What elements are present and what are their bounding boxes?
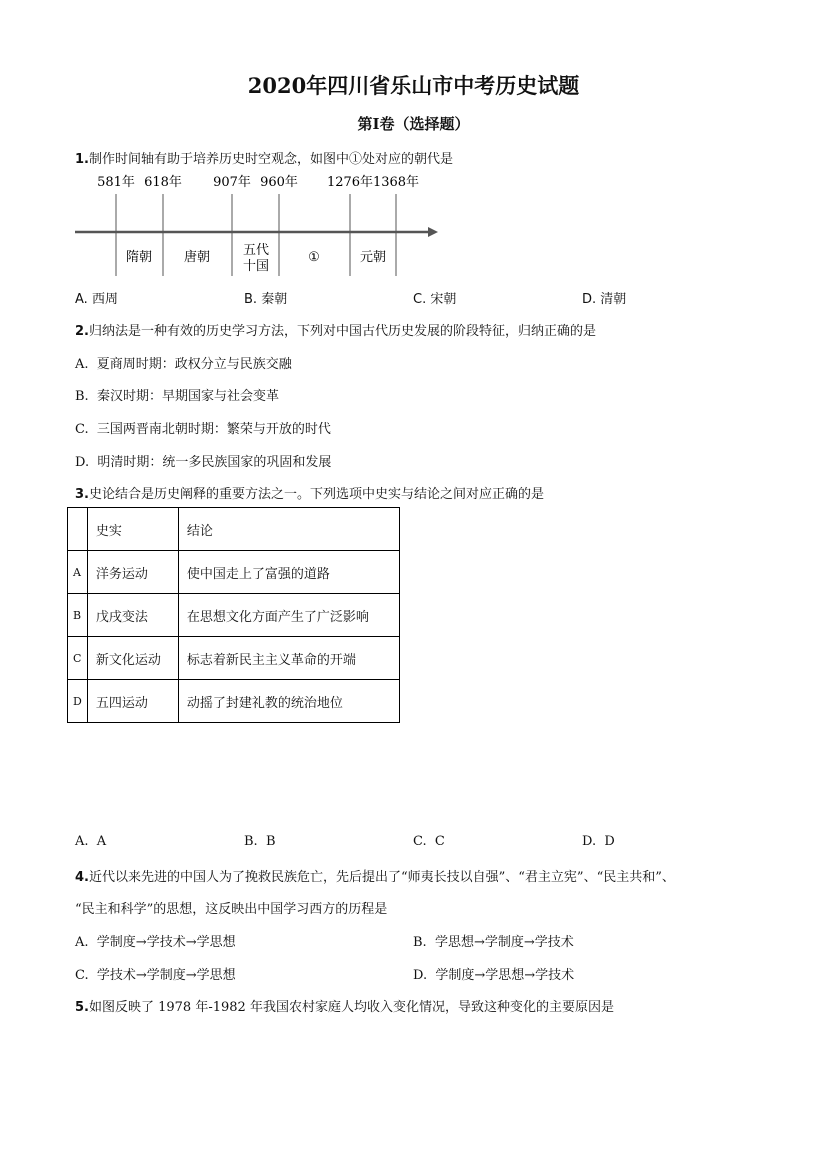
option-b[interactable]: B. 秦朝 [244, 292, 288, 307]
table-header-cell: 史实 [87, 508, 178, 551]
table-row [68, 680, 400, 723]
option-b[interactable]: B. 秦汉时期：早期国家与社会变革 [75, 389, 279, 404]
timeline-year-6: 1368年 [372, 175, 420, 190]
table-row [68, 551, 400, 594]
timeline-year-4: 960年 [260, 175, 298, 190]
timeline-arrow-icon [428, 227, 438, 237]
table-cell: D [68, 680, 88, 723]
timeline-year-1: 581年 [97, 175, 135, 190]
table-cell: B [68, 594, 88, 637]
timeline-period-shiguo: 十国 [242, 259, 270, 274]
timeline-period-wudai: 五代 [242, 243, 270, 258]
question-text: 史论结合是历史阐释的重要方法之一。下列选项中史实与结论之间对应正确的是 [88, 487, 544, 502]
table-header-row [68, 508, 400, 551]
option-a[interactable]: A. 夏商周时期：政权分立与民族交融 [75, 357, 292, 372]
question-text: 归纳法是一种有效的历史学习方法，下列对中国古代历史发展的阶段特征，归纳正确的是 [88, 324, 596, 339]
history-table [67, 507, 400, 723]
option-c[interactable]: C. C [413, 834, 445, 849]
question-1 [75, 148, 453, 167]
option-d[interactable]: D. 清朝 [582, 292, 627, 307]
question-number: 4. [75, 870, 89, 885]
question-number: 2. [75, 324, 89, 339]
table-header-cell [68, 508, 88, 551]
question-4-continued: “民主和科学”的思想，这反映出中国学习西方的历程是 [75, 902, 388, 917]
option-a[interactable]: A. A [75, 834, 107, 849]
table-cell: 在思想文化方面产生了广泛影响 [178, 594, 399, 637]
option-a[interactable]: A. 学制度→学技术→学思想 [75, 935, 236, 950]
question-4 [75, 866, 675, 885]
timeline-diagram [70, 168, 450, 280]
option-b[interactable]: B. B [244, 834, 276, 849]
table-cell: 戊戌变法 [87, 594, 178, 637]
question-text: 近代以来先进的中国人为了挽救民族危亡，先后提出了“师夷长技以自强”、“君主立宪”、“民主共和”、 [88, 870, 675, 885]
option-c[interactable]: C. 三国两晋南北朝时期：繁荣与开放的时代 [75, 422, 331, 437]
question-text: 制作时间轴有助于培养历史时空观念，如图中①处对应的朝代是 [88, 152, 453, 167]
table-cell: 动摇了封建礼教的统治地位 [178, 680, 399, 723]
question-number: 1. [75, 152, 89, 167]
table-cell: A [68, 551, 88, 594]
table-cell: 五四运动 [87, 680, 178, 723]
question-5 [75, 996, 614, 1015]
table-header-cell: 结论 [178, 508, 399, 551]
question-number: 3. [75, 487, 89, 502]
table-cell: 新文化运动 [87, 637, 178, 680]
option-c[interactable]: C. 宋朝 [413, 292, 457, 307]
timeline-period-tang: 唐朝 [183, 250, 211, 265]
timeline-period-yuan: 元朝 [359, 250, 387, 265]
section-heading: 第Ⅰ卷（选择题） [357, 115, 470, 133]
option-d[interactable]: D. 明清时期：统一多民族国家的巩固和发展 [75, 455, 332, 470]
timeline-year-labels [97, 174, 419, 190]
timeline-year-3: 907年 [213, 175, 251, 190]
option-d[interactable]: D. 学制度→学思想→学技术 [413, 968, 575, 983]
question-text: 如图反映了 1978 年-1982 年我国农村家庭人均收入变化情况，导致这种变化的主要原因是 [88, 1000, 614, 1015]
timeline-year-2: 618年 [144, 175, 182, 190]
table-row [68, 637, 400, 680]
option-b[interactable]: B. 学思想→学制度→学技术 [413, 935, 574, 950]
timeline-year-5: 1276年 [326, 175, 374, 190]
table-cell: 使中国走上了富强的道路 [178, 551, 399, 594]
option-d[interactable]: D. D [582, 834, 615, 849]
table-cell: C [68, 637, 88, 680]
question-number: 5. [75, 1000, 89, 1015]
timeline-period-sui: 隋朝 [125, 250, 153, 265]
question-2 [75, 320, 596, 339]
table-row [68, 594, 400, 637]
table-cell: 标志着新民主主义革命的开端 [178, 637, 399, 680]
exam-title: 2020年四川省乐山市中考历史试题 [247, 73, 580, 98]
option-a[interactable]: A. 西周 [75, 292, 118, 307]
option-c[interactable]: C. 学技术→学制度→学思想 [75, 968, 236, 983]
question-3 [75, 483, 544, 502]
timeline-period-labels [126, 243, 386, 274]
timeline-period-blank: ① [308, 250, 320, 265]
table-cell: 洋务运动 [87, 551, 178, 594]
